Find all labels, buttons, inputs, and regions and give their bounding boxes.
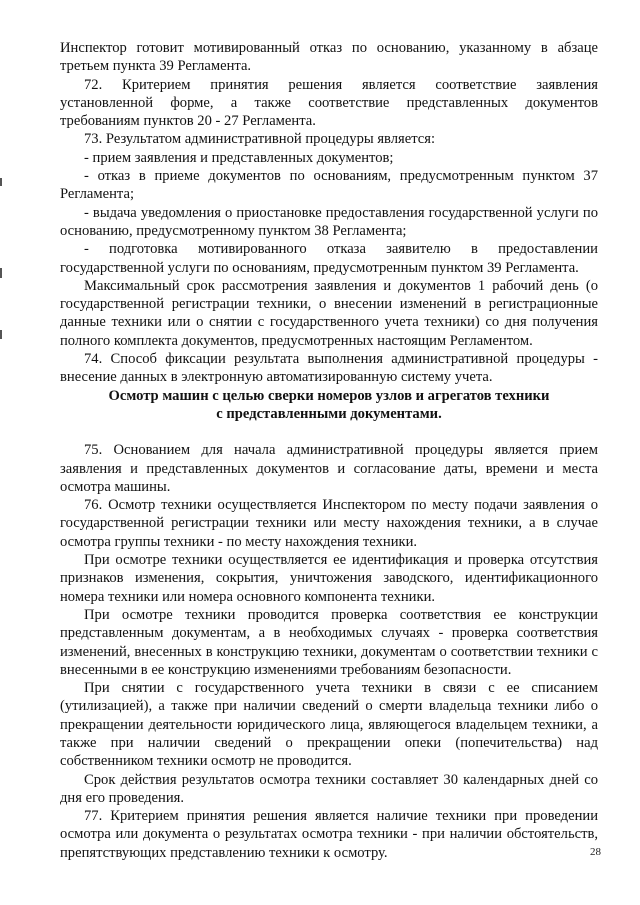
- section-heading-line-1: Осмотр машин с целью сверки номеров узлов и агрегатов техники: [108, 387, 550, 404]
- paragraph-p76b: При осмотре техники проводится проверка соответствия ее конструкции представленным документам, а в необходимых случаях - проверка соответствия изменений, внесенных в конструкцию техники, документам о соответствии техники с внесенными в ее конструкцию изменениями требованиям безопасности.: [60, 606, 598, 678]
- paragraph-p73: 73. Результатом административной процедуры является:: [84, 131, 436, 148]
- paragraph-p76a: При осмотре техники осуществляется ее идентификация и проверка отсутствия признаков изменения, сокрытия, уничтожения заводского, идентификационного номера техники или номера основного компонента техники.: [60, 552, 598, 605]
- margin-scan-mark: [0, 178, 2, 186]
- paragraph-p77: 77. Критерием принятия решения является наличие техники при проведении осмотра или документа о результатах осмотра техники - при наличии обстоятельств, препятствующих представлению техники к осмотру.: [60, 808, 598, 861]
- margin-scan-mark: [0, 330, 2, 339]
- paragraph-p73e: Максимальный срок рассмотрения заявления и документов 1 рабочий день (о государственной регистрации техники, о внесении изменений в регистрационные данные техники или о снятии с государственного учета техники) со дня получения полного комплекта документов, предусмотренных настоящим Регламентом.: [60, 277, 598, 349]
- section-heading-line-2: с представленными документами.: [216, 405, 442, 422]
- paragraph-p75: 75. Основанием для начала административной процедуры является прием заявления и представленных документов и согласование даты, времени и места осмотра машины.: [60, 442, 598, 495]
- paragraph-p73d: - подготовка мотивированного отказа заявителю в предоставлении государственной услуги по основаниям, предусмотренным пунктом 39 Регламента.: [60, 241, 598, 276]
- bottom-section: [60, 441, 598, 862]
- page-number: 28: [590, 846, 601, 858]
- paragraph-p74: 74. Способ фиксации результата выполнения административной процедуры - внесение данных в электронную автоматизированную систему учета.: [60, 351, 598, 386]
- document-body: [60, 39, 598, 862]
- paragraph-p76d: Срок действия результатов осмотра техники составляет 30 календарных дней со дня его проведения.: [60, 771, 598, 806]
- paragraph-p72: 72. Критерием принятия решения является соответствие заявления установленной форме, а также соответствие представленных документов требованиям пунктов 20 - 27 Регламента.: [60, 76, 598, 130]
- section-heading: [60, 387, 598, 424]
- paragraph-p73a: - прием заявления и представленных документов;: [84, 149, 394, 166]
- paragraph-p76c: При снятии с государственного учета техники в связи с ее списанием (утилизацией), а также при наличии сведений о смерти владельца техники либо о прекращении деятельности юридического лица, являющегося владельцем техники, а также при наличии сведений о прекращении опеки (попечительства) над собственником техники осмотр не проводится.: [60, 680, 598, 770]
- paragraph-p76: 76. Осмотр техники осуществляется Инспектором по месту подачи заявления о государственной регистрации техники или месту нахождения техники, а в случае осмотра группы техники - по месту нахождения техники.: [60, 497, 598, 550]
- paragraph-p73c: - выдача уведомления о приостановке предоставления государственной услуги по основанию, предусмотренному пунктом 38 Регламента;: [60, 204, 598, 239]
- paragraph-p-cont: Инспектор готовит мотивированный отказ по основанию, указанному в абзаце третьем пункта 39 Регламента.: [60, 40, 598, 75]
- top-section: [60, 39, 598, 387]
- margin-scan-mark: [0, 268, 2, 278]
- paragraph-p73b: - отказ в приеме документов по основаниям, предусмотренным пунктом 37 Регламента;: [60, 168, 598, 203]
